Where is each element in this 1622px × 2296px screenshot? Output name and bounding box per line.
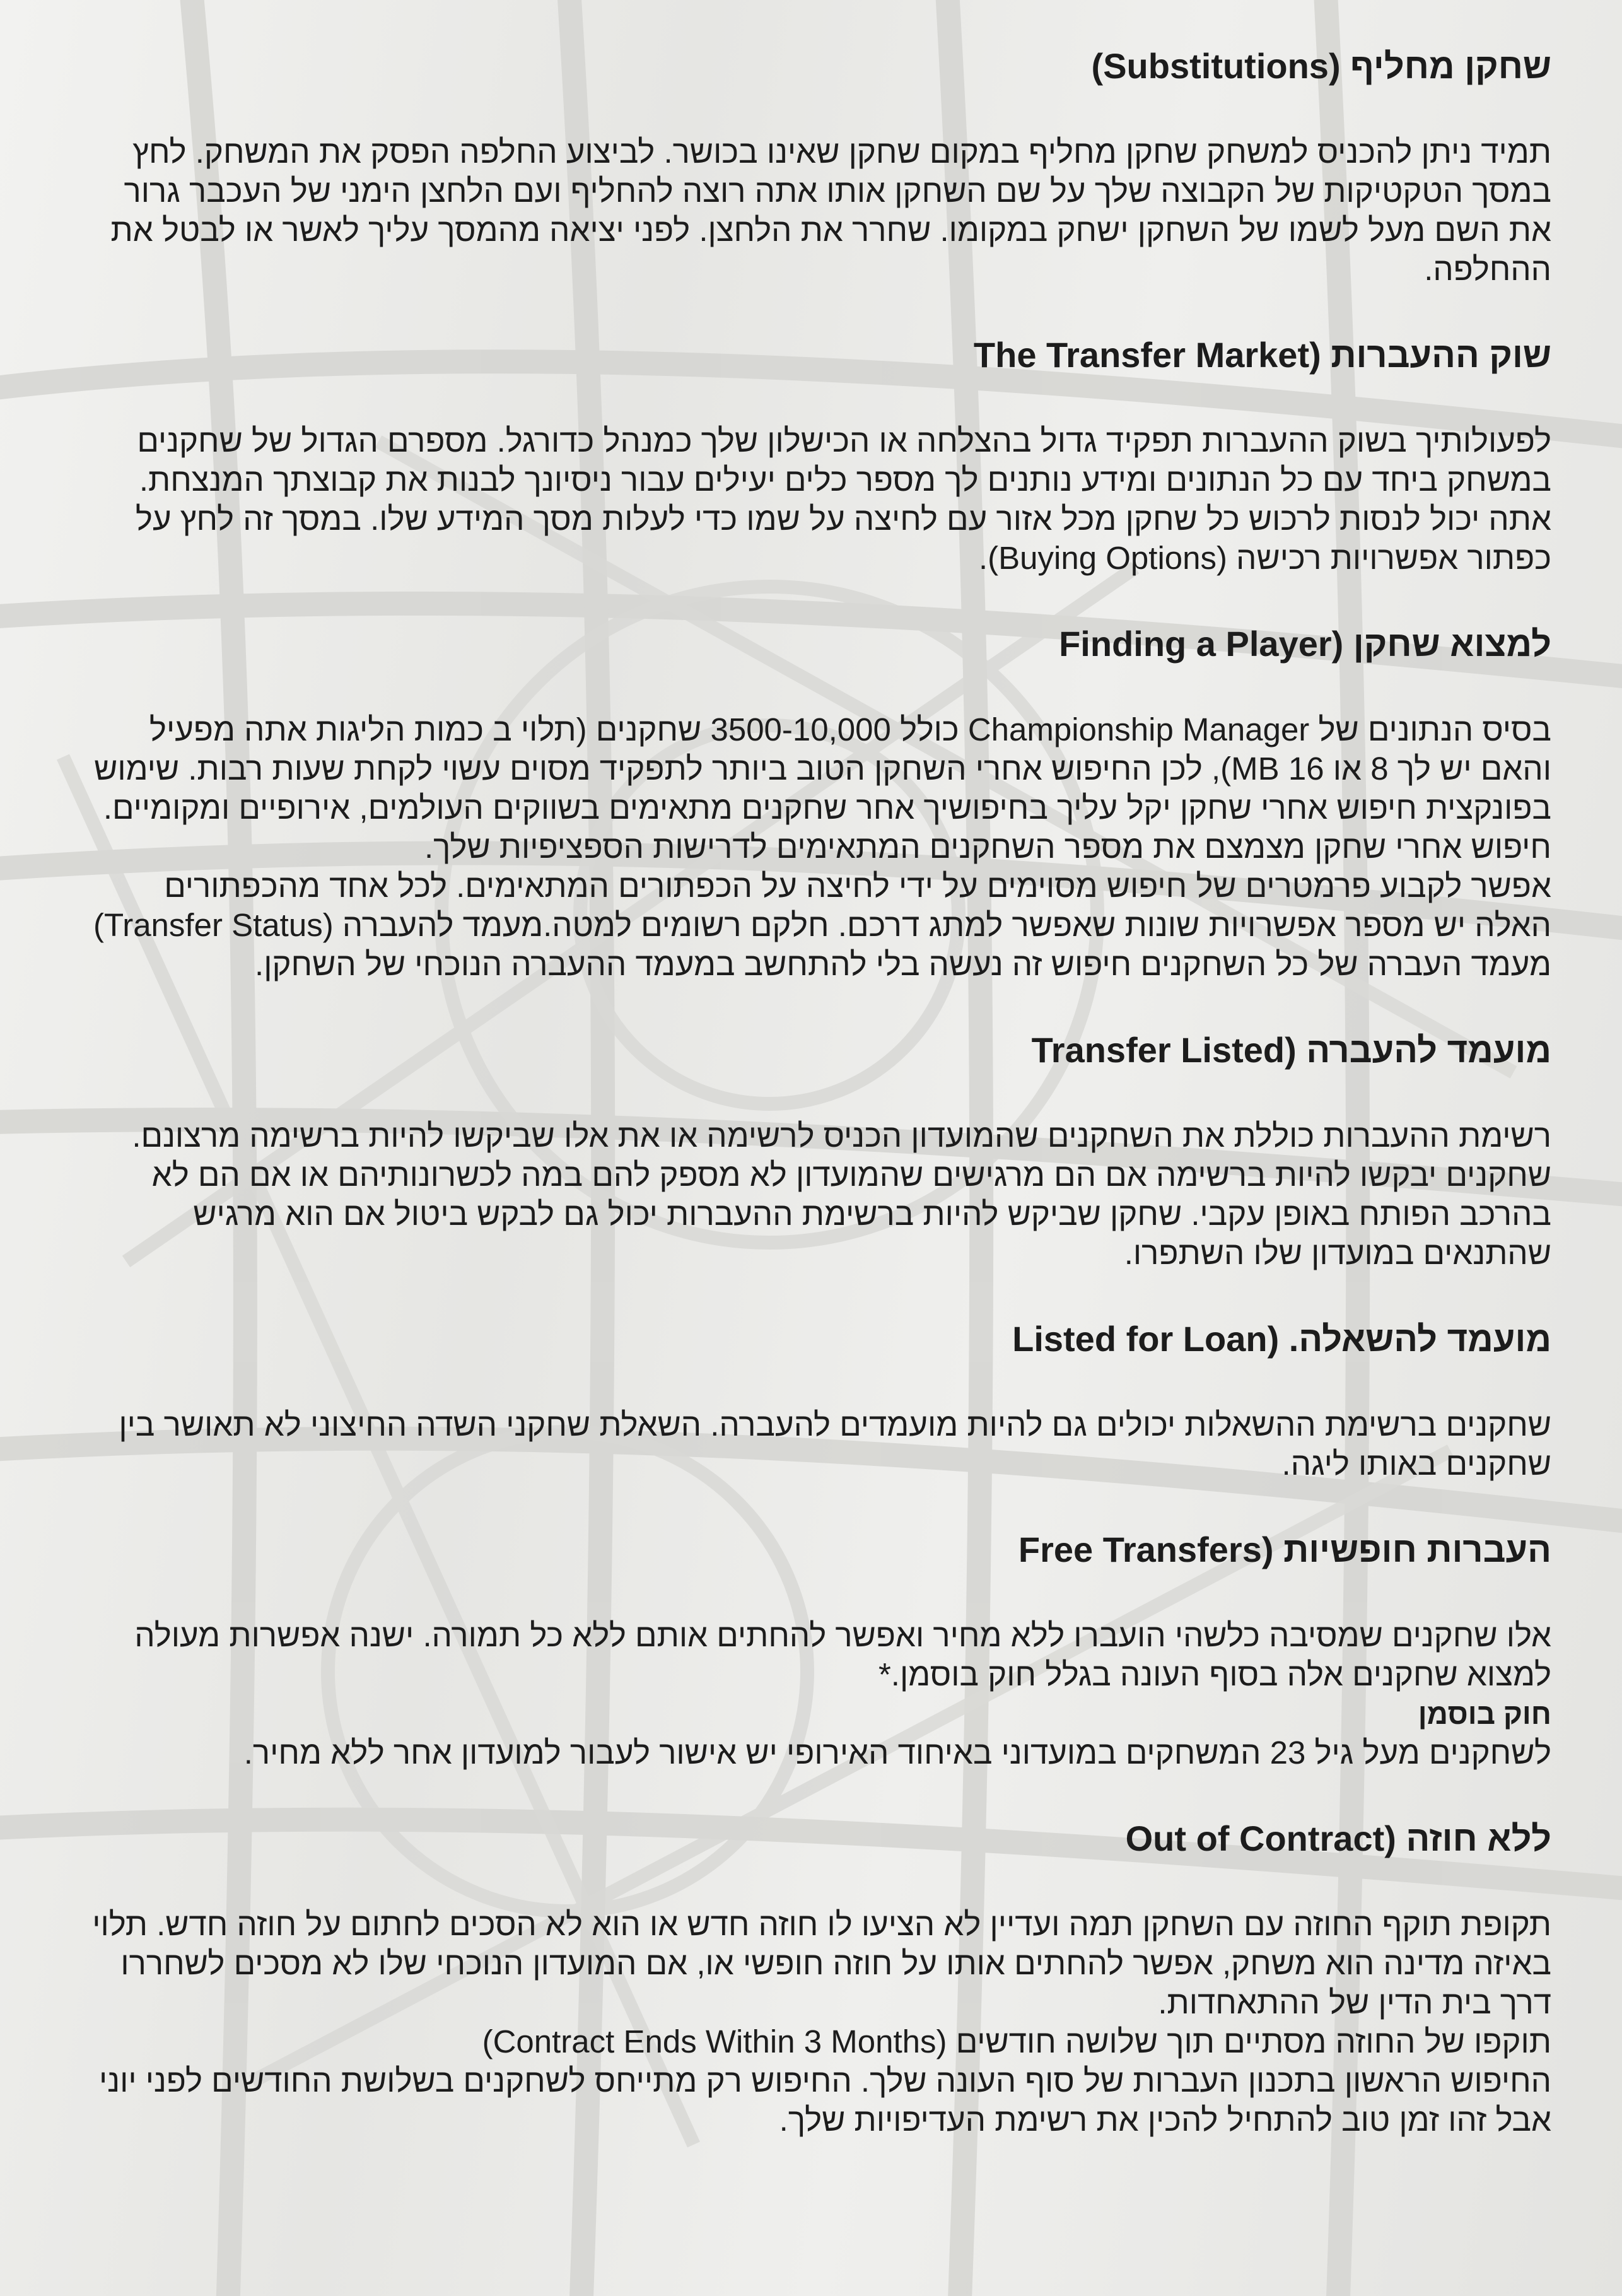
paragraph: אפשר לקבוע פרמטרים של חיפוש מסוימים על ידי לחיצה על הכפתורים המתאימים. לכל אחד מהכפתורים האלה יש מספר אפשרויות שונות שאפשר למתג דרכם. חלקם רשומים למטה.מעמד להעברה (Transfer Status) — [93, 868, 1551, 943]
heading-hebrew: העברות חופשיות — [1283, 1530, 1551, 1569]
section-out-of-contract — [82, 1817, 1551, 2140]
paragraph: תוקפו של החוזה מסתיים תוך שלושה חודשים (Contract Ends Within 3 Months) — [482, 2024, 1551, 2059]
heading-english: (Transfer Listed — [1031, 1030, 1297, 1070]
section-heading — [82, 622, 1551, 666]
paragraph: אלו שחקנים שמסיבה כלשהי הועברו ללא מחיר ואפשר להחתים אותם ללא כל תמורה. ישנה אפשרות מעולה למצוא שחקנים אלה בסוף העונה בגלל חוק בוסמן.* — [134, 1617, 1551, 1692]
heading-hebrew: מועמד להעברה — [1306, 1030, 1551, 1070]
section-finding-a-player — [82, 622, 1551, 984]
section-heading — [82, 1317, 1551, 1361]
paragraph: לפעולותיך בשוק ההעברות תפקיד גדול בהצלחה או הכישלון שלך כמנהל כדורגל. מספרם הגדול של שחקנים במשחק ביחד עם כל הנתונים ומידע נותנים לך מספר כלים יעילים עבור ניסיונך לבנות את קבוצתך המנצחת. אתה יכול לנסות לרכוש כל שחקן מכל אזור עם לחיצה על שמו כדי לעלות מסך המידע שלו. במסך זה לחץ על כפתור אפשרויות רכישה (Buying Options). — [135, 423, 1551, 576]
paragraph: תמיד ניתן להכניס למשחק שחקן מחליף במקום שחקן שאינו בכושר. לביצוע החלפה הפסק את המשחק. לחץ במסך הטקטיקות של הקבוצה שלך על שם השחקן אותו אתה רוצה להחליף ועם הלחצן הימני של העכבר גרור את השם מעל לשמו של השחקן ישחק במקומו. שחרר את הלחצן. לפני יציאה מהמסך עליך לאשר או לבטל את ההחלפה. — [110, 134, 1551, 287]
section-transfer-market — [82, 333, 1551, 578]
paragraph: החיפוש הראשון בתכנון העברות של סוף העונה שלך. החיפוש רק מתייחס לשחקנים בשלושת החודשים לפני יוני אבל זהו זמן טוב להתחיל להכין את רשימת העדיפויות שלך. — [99, 2063, 1551, 2138]
paragraph: רשימת ההעברות כוללת את השחקנים שהמועדון הכניס לרשימה או את אלו שביקשו להיות ברשימה מרצונם. שחקנים יבקשו להיות ברשימה אם הם מרגישים שהמועדון לא מספק להם במה לכשרונותיהם או אם הם לא בהרכב הפותח באופן עקבי. שחקן שביקש להיות ברשימת ההעברות יכול גם לבקש ביטול אם הוא מרגיש שהתנאים במועדון שלו השתפרו. — [132, 1118, 1551, 1271]
heading-hebrew: שחקן מחליף — [1350, 46, 1551, 86]
heading-english: (Listed for Loan — [1012, 1319, 1280, 1359]
paragraph: מעמד העברה של כל השחקנים חיפוש זה נעשה בלי להתחשב במעמד ההעברה הנוכחי של השחקן. — [255, 946, 1551, 982]
paragraph: שחקנים ברשימת ההשאלות יכולים גם להיות מועמדים להעברה. השאלת שחקני השדה החיצוני לא תאושר בין שחקנים באותו ליגה. — [119, 1407, 1551, 1482]
paragraph: לשחקנים מעל גיל 23 המשחקים במועדוני באיחוד האירופי יש אישור לעבור למועדון אחר ללא מחיר. — [243, 1735, 1551, 1771]
heading-hebrew: ללא חוזה — [1406, 1819, 1551, 1858]
section-free-transfers — [82, 1528, 1551, 1772]
section-heading — [82, 1528, 1551, 1572]
section-heading — [82, 44, 1551, 88]
heading-hebrew: מועמד להשאלה. — [1288, 1319, 1551, 1359]
section-heading — [82, 333, 1551, 377]
heading-english: (The Transfer Market — [973, 335, 1321, 375]
document-body — [82, 44, 1551, 2184]
subheading-bosman-rule: חוק בוסמן — [1418, 1697, 1551, 1730]
heading-english: (Finding a Player — [1059, 624, 1344, 664]
section-heading — [82, 1028, 1551, 1072]
heading-hebrew: למצוא שחקן — [1353, 624, 1551, 664]
section-listed-for-loan — [82, 1317, 1551, 1484]
paragraph: תקופת תוקף החוזה עם השחקן תמה ועדיין לא הציעו לו חוזה חדש או הוא לא הסכים לחתום על חוזה חדש. תלוי באיזה מדינה הוא משחק, אפשר להחתים אותו על חוזה חופשי או, אם המועדון הנוכחי שלו לא מסכים לשחררו דרך בית הדין של ההתאחדות. — [92, 1906, 1551, 2020]
heading-hebrew: שוק ההעברות — [1331, 335, 1551, 375]
section-substitutions — [82, 44, 1551, 289]
heading-english: (Free Transfers — [1018, 1530, 1274, 1569]
heading-english: (Out of Contract — [1125, 1819, 1396, 1858]
section-transfer-listed — [82, 1028, 1551, 1273]
paragraph: בסיס הנתונים של Championship Manager כולל 3500-10,000 שחקנים (תלוי ב כמות הליגות אתה מפעיל והאם יש לך 8 או 16 MB), לכן החיפוש אחרי השחקן הטוב ביותר לתפקיד מסוים עשוי לקחת שעות רבות. שימוש בפונקצית חיפוש אחרי שחקן יקל עליך בחיפושיך אחר שחקנים מתאימים בשווקים העולמים, אירופיים ומקומיים. חיפוש אחרי שחקן מצמצם את מספר השחקנים המתאימים לדרישות הספציפיות שלך. — [94, 712, 1551, 865]
section-heading — [82, 1817, 1551, 1861]
heading-english: (Substitutions) — [1091, 46, 1341, 86]
